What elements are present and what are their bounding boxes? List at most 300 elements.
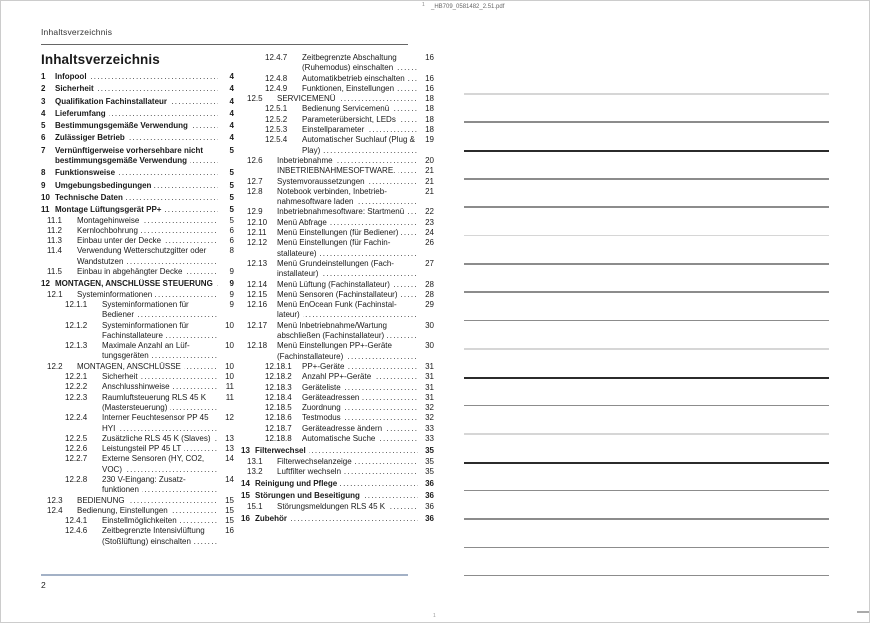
toc-entry-number: 12.16	[247, 300, 268, 310]
toc-entry-number: 7	[41, 145, 46, 155]
toc-entry-number: 15	[241, 491, 250, 501]
toc-entry	[241, 156, 434, 166]
toc-entry-label: ..... Filterwechselanzeige	[277, 457, 418, 467]
toc-entry-page: 6	[229, 225, 234, 235]
notes-ruled-line	[464, 490, 829, 492]
scan-artifact-dash	[857, 611, 869, 613]
toc-entry-page: 29	[425, 300, 434, 310]
toc-entry	[41, 146, 234, 167]
toc-entry	[41, 413, 234, 434]
toc-entry-page: 15	[225, 495, 234, 505]
toc-entry-label: ..... Filterwechsel	[255, 446, 418, 456]
toc-entry	[241, 321, 434, 342]
toc-entry-number: 15.1	[247, 501, 263, 511]
toc-entry-number: 12.5.2	[265, 114, 288, 124]
notes-ruled-line	[464, 235, 829, 237]
toc-entry-label: ..... PP+-Geräte	[302, 362, 418, 372]
toc-entry	[241, 393, 434, 403]
notes-ruled-line	[464, 462, 829, 464]
toc-entry-page: 35	[425, 466, 434, 476]
toc-entry-page: 10	[225, 361, 234, 371]
toc-entry-label: ..... MONTAGEN, ANSCHLÜSSE STEUERUNG	[55, 279, 218, 289]
toc-entry-number: 12.2.2	[65, 382, 88, 392]
toc-entry-label: ..... Automatische Suche	[302, 434, 418, 444]
toc-entry-label: ..... Störungsmeldungen RLS 45 K	[277, 502, 418, 512]
toc-entry-page: 20	[425, 155, 434, 165]
toc-entry-label: ..... Menü Einstellungen (für Bediener)	[277, 228, 418, 238]
toc-entry-number: 12.8	[247, 186, 263, 196]
toc-entry-page: 28	[425, 289, 434, 299]
toc-entry-number: 12.17	[247, 320, 268, 330]
toc-entry-number: 12.18.1	[265, 361, 292, 371]
notes-ruled-line	[464, 433, 829, 435]
toc-entry	[241, 446, 434, 456]
toc-entry-page: 9	[229, 279, 234, 289]
toc-entry-label: ..... Anschlusshinweise	[102, 382, 218, 392]
toc-entry-number: 12.5.4	[265, 135, 288, 145]
toc-entry-number: 3	[41, 96, 46, 106]
notes-ruled-line	[464, 518, 829, 520]
toc-entry	[41, 341, 234, 362]
toc-entry-label: ..... Externe Sensoren (HY, CO2, VOC)	[102, 454, 218, 475]
toc-entry-number: 12.6	[247, 155, 263, 165]
toc-entry-page: 10	[225, 320, 234, 330]
toc-entry-number: 12.11	[247, 228, 267, 238]
toc-entry	[241, 207, 434, 217]
toc-entry-number: 12.13	[247, 258, 268, 268]
toc-entry	[41, 97, 234, 107]
toc-entry-number: 12.2.7	[65, 454, 88, 464]
toc-entry-number: 12.2.5	[65, 433, 88, 443]
notes-ruled-line	[464, 575, 829, 577]
toc-entry-label: ..... Infopool	[55, 72, 218, 82]
toc-entry-number: 12.9	[247, 207, 263, 217]
toc-entry-label: ..... Bestimmungsgemäße Verwendung	[55, 121, 218, 131]
page-title: Inhaltsverzeichnis	[41, 52, 160, 67]
toc-entry	[241, 177, 434, 187]
toc-entry-page: 36	[425, 501, 434, 511]
toc-entry	[41, 372, 234, 382]
toc-entry-page: 32	[425, 403, 434, 413]
toc-entry	[241, 479, 434, 489]
toc-entry-number: 12.1.1	[65, 299, 88, 309]
toc-entry-number: 12	[41, 279, 50, 289]
toc-entry	[41, 226, 234, 236]
toc-entry-page: 36	[425, 491, 434, 501]
toc-entry-label: ..... Zusätzliche RLS 45 K (Slaves)	[102, 434, 218, 444]
toc-entry	[41, 496, 234, 506]
toc-entry	[241, 514, 434, 524]
toc-entry	[241, 166, 434, 176]
toc-entry-label: ..... Menü Grundeinstellungen (Fachinstallateur)	[277, 259, 418, 280]
toc-entry-label: ..... Luftfilter wechseln	[277, 467, 418, 477]
toc-entry-label: ..... Geräteadresse ändern	[302, 424, 418, 434]
toc-entry-page: 4	[229, 108, 234, 118]
footer-page-number: 2	[41, 580, 46, 590]
toc-entry-label: ..... Systeminformationen für Fachinstallateure	[102, 321, 218, 342]
toc-entry-number: 12.4.8	[265, 73, 288, 83]
toc-entry	[241, 238, 434, 259]
toc-entry-number: 11.1	[47, 215, 62, 225]
toc-entry	[241, 413, 434, 423]
toc-entry-number: 11.2	[47, 225, 62, 235]
toc-entry-number: 12.12	[247, 238, 268, 248]
toc-entry-label: ..... Geräteliste	[302, 383, 418, 393]
toc-entry-number: 12.2	[47, 361, 63, 371]
toc-entry-label: ..... Einstellparameter	[302, 125, 418, 135]
toc-entry-page: 19	[425, 135, 434, 145]
toc-entry-label: ..... Raumluftsteuerung RLS 45 K (Mastersteuerung)	[102, 393, 218, 414]
toc-entry-number: 12.4.9	[265, 83, 288, 93]
toc-entry-label: ..... Reinigung und Pflege	[255, 479, 418, 489]
toc-entry-page: 6	[229, 236, 234, 246]
toc-entry-number: 12.18.5	[265, 403, 292, 413]
toc-entry	[241, 228, 434, 238]
toc-entry	[241, 383, 434, 393]
toc-entry-label: ..... Menü Einstellungen PP+-Geräte (Fachinstallateure)	[277, 341, 418, 362]
toc-entry-page: 27	[425, 258, 434, 268]
toc-entry-label: ..... Bedienung Servicemenü	[302, 104, 418, 114]
toc-entry-number: 12.2.6	[65, 444, 88, 454]
toc-entry-label: ..... Menü EnOcean Funk (Fachinstallateur)	[277, 300, 418, 321]
toc-entry-page: 5	[229, 192, 234, 202]
toc-entry-number: 12.4	[47, 505, 63, 515]
toc-entry-page: 32	[425, 413, 434, 423]
filename-note-marker: 1	[422, 2, 425, 8]
toc-entry-label: ..... Funktionsweise	[55, 168, 218, 178]
toc-entry-number: 6	[41, 133, 46, 143]
toc-entry-label: ..... Qualifikation Fachinstallateur	[55, 97, 218, 107]
toc-entry-label: ..... Maximale Anzahl an Lüftungsgeräten	[102, 341, 218, 362]
toc-entry	[41, 216, 234, 226]
toc-entry-page: 28	[425, 279, 434, 289]
toc-entry-number: 12.18.2	[265, 372, 292, 382]
toc-entry-page: 5	[229, 168, 234, 178]
toc-entry-label: ..... Verwendung Wetterschutzgitter oder Wandstutzen	[77, 246, 218, 267]
toc-column-left	[41, 72, 234, 547]
toc-entry	[41, 516, 234, 526]
toc-entry-page: 9	[229, 289, 234, 299]
toc-entry-number: 12.2.4	[65, 413, 88, 423]
toc-entry-page: 31	[425, 372, 434, 382]
toc-entry	[41, 279, 234, 289]
toc-entry-number: 12.15	[247, 289, 268, 299]
toc-entry-page: 14	[225, 474, 234, 484]
toc-entry	[241, 290, 434, 300]
toc-entry-number: 12.5.3	[265, 125, 288, 135]
notes-ruled-line	[464, 178, 829, 180]
toc-entry-label: ..... Sicherheit	[55, 84, 218, 94]
toc-entry-label: ..... Montagehinweise	[77, 216, 218, 226]
toc-entry-page: 18	[425, 104, 434, 114]
toc-entry-label: ..... Zulässiger Betrieb	[55, 133, 218, 143]
toc-entry-page: 4	[229, 96, 234, 106]
notes-ruled-line	[464, 121, 829, 123]
toc-entry-number: 12.1.3	[65, 341, 88, 351]
toc-entry-page: 16	[425, 83, 434, 93]
toc-entry	[41, 506, 234, 516]
toc-entry	[41, 168, 234, 178]
toc-entry-number: 12.18.7	[265, 423, 292, 433]
toc-entry-number: 12.2.3	[65, 392, 88, 402]
toc-entry-page: 10	[225, 372, 234, 382]
toc-entry-label: ..... Systemvoraussetzungen	[277, 177, 418, 187]
toc-entry-label: ..... Menü Lüftung (Fachinstallateur)	[277, 280, 418, 290]
toc-entry-label: ..... Automatischer Suchlauf (Plug & Play)	[302, 135, 418, 156]
notes-ruled-line	[464, 405, 829, 407]
toc-entry-label: ..... Zuordnung	[302, 403, 418, 413]
toc-entry-number: 11	[41, 205, 50, 215]
notes-ruled-line	[464, 377, 829, 379]
toc-entry-page: 16	[425, 73, 434, 83]
toc-entry-page: 16	[225, 526, 234, 536]
toc-entry-page: 18	[425, 94, 434, 104]
toc-entry-page: 35	[425, 456, 434, 466]
toc-entry-number: 16	[241, 514, 250, 524]
toc-entry-number: 12.2.8	[65, 474, 88, 484]
toc-entry-label: ..... Geräteadressen	[302, 393, 418, 403]
toc-entry-page: 33	[425, 433, 434, 443]
toc-entry-label: ..... INBETRIEBNAHMESOFTWARE.	[277, 166, 418, 176]
toc-entry	[241, 372, 434, 382]
toc-entry-number: 12.18.3	[265, 382, 292, 392]
toc-entry-label: ..... MONTAGEN, ANSCHLÜSSE	[77, 362, 218, 372]
toc-entry-label: ..... Systeminformationen	[77, 290, 218, 300]
toc-entry-number: 9	[41, 180, 46, 190]
toc-entry	[241, 84, 434, 94]
notes-ruled-line	[464, 320, 829, 322]
toc-entry	[241, 115, 434, 125]
toc-entry-number: 11.3	[47, 236, 62, 246]
toc-entry-label: ..... 230 V-Eingang: Zusatzfunktionen	[102, 475, 218, 496]
toc-entry-label: ..... Testmodus	[302, 413, 418, 423]
notes-ruled-line	[464, 547, 829, 549]
toc-entry-label: ..... Einbau in abgehängter Decke	[77, 267, 218, 277]
toc-entry-page: 18	[425, 125, 434, 135]
toc-entry-page: 5	[229, 145, 234, 155]
toc-entry-page: 33	[425, 423, 434, 433]
toc-entry-page: 35	[425, 446, 434, 456]
toc-entry-page: 21	[425, 176, 434, 186]
toc-entry	[241, 94, 434, 104]
toc-entry-label: ..... Bedienung, Einstellungen	[77, 506, 218, 516]
toc-entry-label: ..... Systeminformationen für Bediener	[102, 300, 218, 321]
toc-entry-number: 5	[41, 121, 46, 131]
toc-entry-page: 12	[225, 413, 234, 423]
toc-entry-number: 12.5.1	[265, 104, 288, 114]
toc-entry-page: 4	[229, 133, 234, 143]
toc-entry-page: 21	[425, 166, 434, 176]
toc-entry-label: ..... Zeitbegrenzte Intensivlüftung (Stoßlüftung) einschalten	[102, 526, 218, 547]
toc-entry-label: ..... Einstellmöglichkeiten	[102, 516, 218, 526]
toc-entry-number: 1	[41, 72, 46, 81]
toc-entry-page: 15	[225, 516, 234, 526]
toc-entry-number: 12.18.6	[265, 413, 292, 423]
toc-entry	[241, 502, 434, 512]
toc-entry	[41, 72, 234, 82]
toc-entry	[241, 341, 434, 362]
footer-rule	[41, 574, 408, 576]
toc-entry-page: 9	[229, 299, 234, 309]
toc-entry-page: 4	[229, 121, 234, 131]
toc-entry	[41, 290, 234, 300]
toc-entry-label: ..... Menü Inbetriebnahme/Wartung abschließen (Fachinstallateur)	[277, 321, 418, 342]
toc-entry	[41, 109, 234, 119]
toc-entry	[241, 259, 434, 280]
toc-entry	[41, 205, 234, 215]
toc-entry	[241, 403, 434, 413]
toc-entry	[41, 454, 234, 475]
toc-entry-page: 18	[425, 114, 434, 124]
notes-ruled-line	[464, 93, 829, 95]
toc-entry-number: 8	[41, 168, 46, 178]
toc-entry-page: 30	[425, 320, 434, 330]
dot-leader	[102, 424, 218, 434]
toc-entry-page: 8	[229, 246, 234, 256]
toc-entry-page: 10	[225, 341, 234, 351]
toc-entry	[241, 467, 434, 477]
toc-entry-label: ..... Umgebungsbedingungen	[55, 181, 218, 191]
scan-artifact-mark: 1	[433, 613, 436, 619]
toc-entry-page: 5	[229, 215, 234, 225]
toc-entry-number: 12.2.1	[65, 372, 88, 382]
toc-entry-number: 10	[41, 192, 50, 202]
toc-entry-label: ..... Lieferumfang	[55, 109, 218, 119]
toc-entry-label: ..... Zeitbegrenzte Abschaltung (Ruhemodus) einschalten	[302, 53, 418, 74]
toc-entry-label: ..... Parameterübersicht, LEDs	[302, 115, 418, 125]
toc-entry	[41, 393, 234, 414]
notes-ruled-line	[464, 263, 829, 265]
toc-entry-number: 12.18.4	[265, 392, 292, 402]
toc-entry	[241, 457, 434, 467]
toc-entry-page: 22	[425, 207, 434, 217]
toc-entry-number: 12.18.8	[265, 433, 292, 443]
toc-entry-number: 2	[41, 84, 46, 94]
toc-entry-page: 24	[425, 228, 434, 238]
toc-entry-page: 23	[425, 217, 434, 227]
toc-entry-label: ..... Einbau unter der Decke	[77, 236, 218, 246]
toc-entry-label: ..... Menü Sensoren (Fachinstallateur)	[277, 290, 418, 300]
toc-entry-number: 12.14	[247, 279, 268, 289]
toc-entry	[41, 526, 234, 547]
toc-entry-page: 36	[425, 514, 434, 524]
toc-entry-page: 13	[225, 444, 234, 454]
toc-column-right	[241, 53, 434, 524]
toc-entry	[241, 280, 434, 290]
toc-entry-label: ..... Funktionen, Einstellungen	[302, 84, 418, 94]
toc-entry	[241, 125, 434, 135]
toc-entry-label: ..... Notebook verbinden, Inbetriebnahmesoftware laden	[277, 187, 418, 208]
running-header: Inhaltsverzeichnis	[41, 27, 113, 37]
toc-entry-page: 5	[229, 205, 234, 215]
notes-ruled-line	[464, 150, 829, 152]
toc-entry	[241, 218, 434, 228]
toc-entry-label: ..... Technische Daten	[55, 193, 218, 203]
toc-entry-label: ..... Automatikbetrieb einschalten	[302, 74, 418, 84]
toc-entry-label: ..... Menü Abfrage	[277, 218, 418, 228]
notes-ruled-line	[464, 291, 829, 293]
toc-entry-number: 12.5	[247, 94, 263, 104]
toc-entry-label: ..... Sicherheit	[102, 372, 218, 382]
toc-entry-label: ..... Kernlochbohrung	[77, 226, 218, 236]
toc-entry-page: 5	[229, 180, 234, 190]
toc-entry-page: 15	[225, 505, 234, 515]
toc-entry-label: ..... Störungen und Beseitigung	[255, 491, 418, 501]
toc-entry-page: 31	[425, 392, 434, 402]
toc-entry	[41, 382, 234, 392]
toc-entry-page: 36	[425, 479, 434, 489]
toc-entry-label: ..... Anzahl PP+-Geräte	[302, 372, 418, 382]
toc-entry	[41, 246, 234, 267]
toc-entry	[241, 434, 434, 444]
toc-entry	[41, 362, 234, 372]
toc-entry-page: 14	[225, 454, 234, 464]
toc-entry	[41, 444, 234, 454]
toc-entry-number: 13	[241, 446, 250, 456]
toc-entry-number: 12.3	[47, 495, 63, 505]
toc-entry-number: 12.4.1	[65, 516, 88, 526]
toc-entry-label: ..... Zubehör	[255, 514, 418, 524]
filename-note: _HB709_0581482_2.51.pdf	[431, 4, 505, 10]
toc-entry	[41, 321, 234, 342]
toc-entry-label: ..... Menü Einstellungen (für Fachinstallateure)	[277, 238, 418, 259]
toc-entry	[41, 193, 234, 203]
toc-entry-number: 13.2	[247, 466, 263, 476]
toc-entry-page: 9	[229, 267, 234, 277]
toc-entry-page: 16	[425, 53, 434, 62]
toc-entry	[41, 236, 234, 246]
toc-entry-page: 21	[425, 186, 434, 196]
toc-entry	[241, 300, 434, 321]
toc-entry-label: ..... Interner Feuchtesensor PP 45 HYI	[102, 413, 218, 434]
toc-entry-page: 11	[225, 382, 234, 392]
toc-entry-number: 12.4.6	[65, 526, 88, 536]
toc-entry-number: 12.4.7	[265, 53, 288, 62]
toc-entry-label: ..... Montage Lüftungsgerät PP+	[55, 205, 218, 215]
toc-entry	[41, 84, 234, 94]
toc-entry-number: 14	[241, 479, 250, 489]
toc-entry	[241, 104, 434, 114]
toc-entry-number: 4	[41, 108, 46, 118]
toc-entry	[41, 434, 234, 444]
toc-entry-page: 31	[425, 361, 434, 371]
toc-entry-page: 26	[425, 238, 434, 248]
toc-entry-number: 12.1.2	[65, 320, 88, 330]
toc-entry-page: 31	[425, 382, 434, 392]
toc-entry-number: 12.18	[247, 341, 268, 351]
toc-entry	[41, 181, 234, 191]
toc-entry	[41, 133, 234, 143]
toc-entry	[241, 491, 434, 501]
notes-ruled-line	[464, 206, 829, 208]
toc-entry-page: 30	[425, 341, 434, 351]
toc-entry-number: 11.4	[47, 246, 62, 256]
toc-entry-number: 12.10	[247, 217, 268, 227]
toc-entry-page: 13	[225, 433, 234, 443]
toc-entry-label: ..... Leistungsteil PP 45 LT	[102, 444, 218, 454]
toc-entry	[241, 53, 434, 74]
toc-entry	[241, 135, 434, 156]
notes-page	[464, 1, 829, 622]
toc-entry	[41, 267, 234, 277]
toc-entry-label: ..... Vernünftigerweise vorhersehbare nicht bestimmungsgemäße Verwendung	[55, 146, 218, 167]
toc-entry-number: 11.5	[47, 267, 62, 277]
toc-entry	[41, 300, 234, 321]
toc-entry-number: 12.1	[47, 289, 63, 299]
toc-entry	[41, 121, 234, 131]
toc-entry-page: 4	[229, 84, 234, 94]
toc-entry	[241, 424, 434, 434]
